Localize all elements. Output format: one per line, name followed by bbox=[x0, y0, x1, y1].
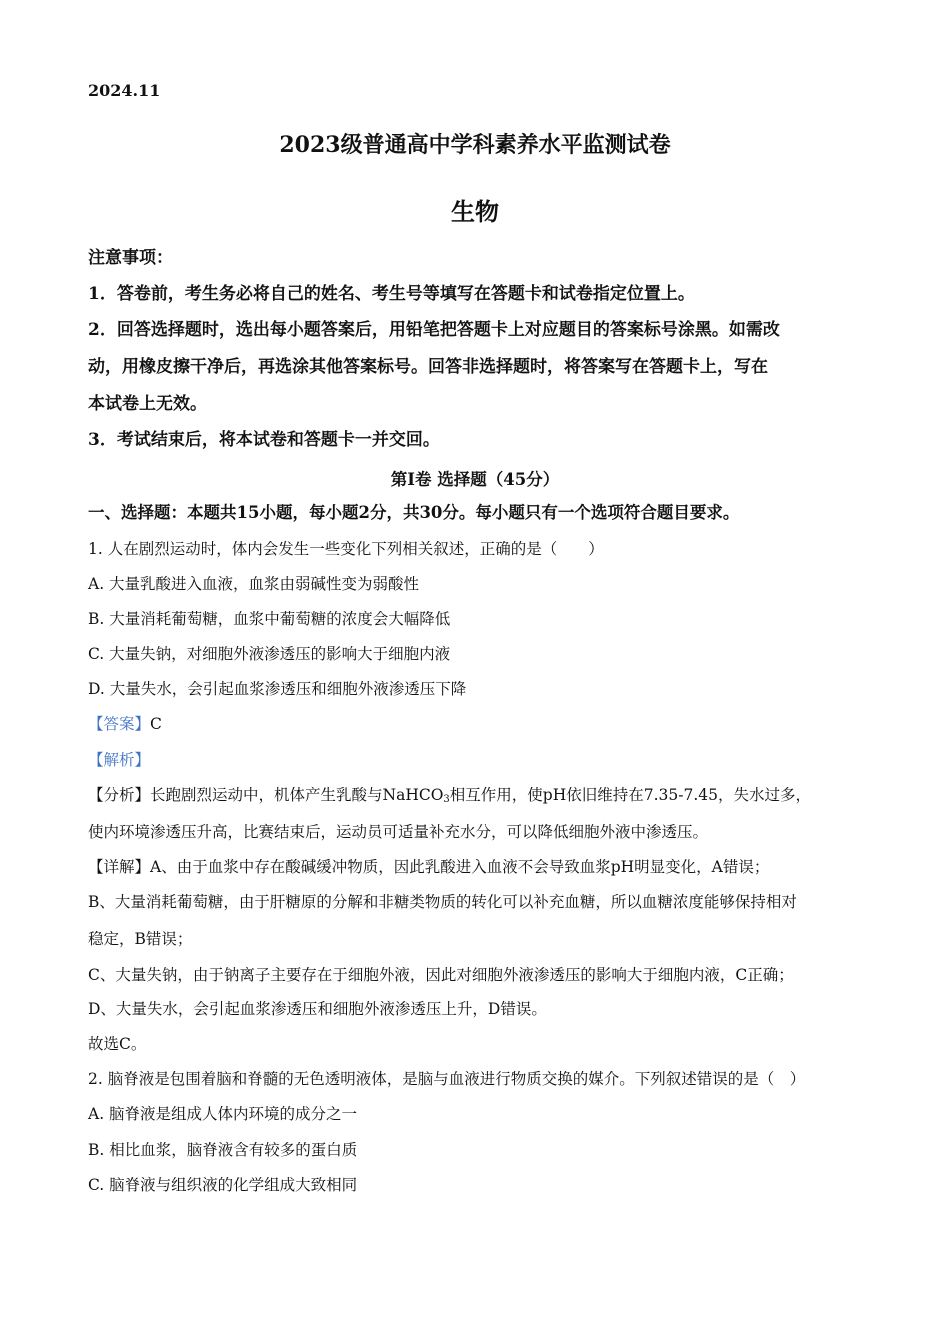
notice-item-2-line-2: 动，用橡皮擦干净后，再选涂其他答案标号。回答非选择题时，将答案写在答题卡上，写在 bbox=[88, 357, 768, 377]
notice-item-3: 3．考试结束后，将本试卷和答题卡一并交回。 bbox=[88, 430, 440, 450]
q1-fenxi-line-1 bbox=[88, 784, 811, 806]
q1-detail-d: D、大量失水，会引起血浆渗透压和细胞外液渗透压上升，D错误。 bbox=[88, 1000, 547, 1018]
exam-subject: 生物 bbox=[451, 197, 499, 226]
q1-detail-b-line-1: B、大量消耗葡萄糖，由于肝糖原的分解和非糖类物质的转化可以补充血糖，所以血糖浓度能够保持相对 bbox=[88, 893, 797, 911]
q2-option-c: C. 脑脊液与组织液的化学组成大致相同 bbox=[88, 1176, 358, 1194]
q2-option-b: B. 相比血浆，脑脊液含有较多的蛋白质 bbox=[88, 1141, 358, 1159]
q1-answer bbox=[88, 713, 162, 735]
q1-detail-a bbox=[88, 856, 769, 878]
part-heading: 一、选择题：本题共15小题，每小题2分，共30分。每小题只有一个选项符合题目要求。 bbox=[88, 503, 740, 522]
exam-title: 2023级普通高中学科素养水平监测试卷 bbox=[279, 132, 671, 158]
detail-a-text: A、由于血浆中存在酸碱缓冲物质，因此乳酸进入血液不会导致血浆pH明显变化，A错误； bbox=[150, 858, 770, 876]
q1-stem: 1. 人在剧烈运动时，体内会发生一些变化下列相关叙述，正确的是（ ） bbox=[88, 540, 604, 558]
fenxi-text-post: 相互作用，使pH依旧维持在7.35-7.45，失水过多， bbox=[449, 786, 811, 804]
q1-detail-c: C、大量失钠，由于钠离子主要存在于细胞外液，因此对细胞外液渗透压的影响大于细胞内液，C正确； bbox=[88, 966, 794, 984]
q1-option-b: B. 大量消耗葡萄糖，血浆中葡萄糖的浓度会大幅降低 bbox=[88, 610, 451, 628]
fenxi-text-pre: 长跑剧烈运动中，机体产生乳酸与NaHCO bbox=[150, 786, 444, 804]
fenxi-tag: 【分析】 bbox=[88, 786, 151, 804]
q2-stem: 2. 脑脊液是包围着脑和脊髓的无色透明液体，是脑与血液进行物质交换的媒介。下列叙述错误的是（ ） bbox=[88, 1070, 806, 1088]
q1-fenxi-line-2: 使内环境渗透压升高，比赛结束后，运动员可适量补充水分，可以降低细胞外液中渗透压。 bbox=[88, 823, 709, 841]
answer-value: C bbox=[150, 715, 162, 733]
q1-detail-b-line-2: 稳定，B错误； bbox=[88, 930, 193, 948]
notice-item-2-line-3: 本试卷上无效。 bbox=[88, 394, 207, 414]
notice-heading: 注意事项： bbox=[88, 248, 173, 268]
q1-option-d: D. 大量失水，会引起血浆渗透压和细胞外液渗透压下降 bbox=[88, 680, 467, 698]
analysis-tag: 【解析】 bbox=[88, 751, 151, 769]
notice-item-1: 1．答卷前，考生务必将自己的姓名、考生号等填写在答题卡和试卷指定位置上。 bbox=[88, 284, 695, 304]
answer-tag: 【答案】 bbox=[88, 715, 151, 733]
section-title: 第Ⅰ卷 选择题（45分） bbox=[390, 470, 560, 489]
detail-tag: 【详解】 bbox=[88, 858, 151, 876]
exam-date: 2024.11 bbox=[88, 81, 161, 100]
q1-option-a: A. 大量乳酸进入血液，血浆由弱碱性变为弱酸性 bbox=[88, 575, 420, 593]
notice-item-2-line-1: 2．回答选择题时，选出每小题答案后，用铅笔把答题卡上对应题目的答案标号涂黑。如需改 bbox=[88, 320, 780, 340]
q1-option-c: C. 大量失钠，对细胞外液渗透压的影响大于细胞内液 bbox=[88, 645, 451, 663]
q2-option-a: A. 脑脊液是组成人体内环境的成分之一 bbox=[88, 1105, 358, 1123]
q1-conclusion: 故选C。 bbox=[88, 1035, 147, 1053]
fenxi-subscript: 3 bbox=[443, 794, 450, 805]
